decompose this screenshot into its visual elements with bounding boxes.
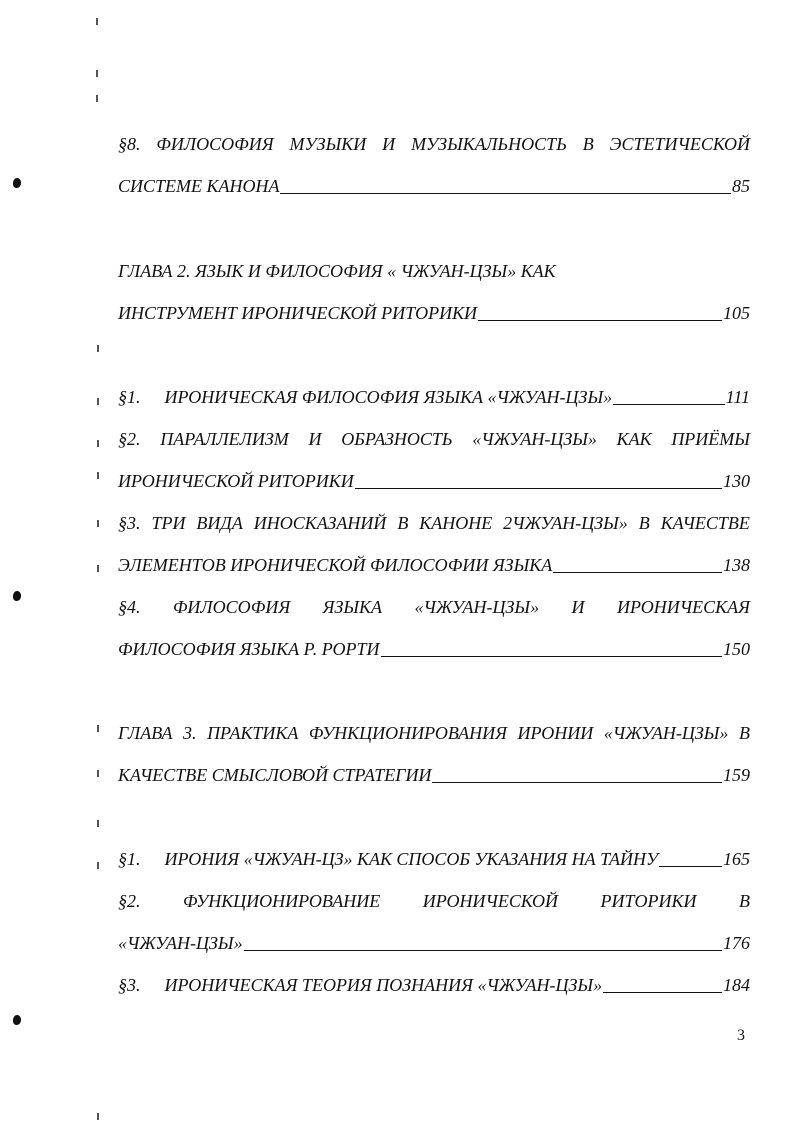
toc-word: ФИЛОСОФИЯ: [156, 134, 274, 154]
toc-entry-ch3-s2-line2: [118, 932, 750, 954]
toc-entry-text: ИРОНИЧЕСКАЯ ФИЛОСОФИЯ ЯЗЫКА «ЧЖУАН-ЦЗЫ»: [164, 387, 613, 407]
toc-page-number: 111: [725, 387, 750, 407]
scan-mark: [97, 725, 99, 732]
toc-word: ФУНКЦИОНИРОВАНИЕ: [183, 891, 381, 911]
toc-word: И: [571, 597, 585, 617]
toc-word: §4.: [118, 597, 141, 617]
toc-chapter3-line2: [118, 764, 750, 786]
leader-line: [355, 488, 722, 489]
toc-page-number: 130: [723, 471, 750, 491]
scan-mark: [97, 770, 99, 777]
toc-word: ИРОНИИ: [517, 723, 594, 743]
toc-page-number: 159: [723, 765, 750, 785]
toc-word: §2.: [118, 429, 141, 449]
punch-hole-mark: [13, 591, 21, 601]
scan-mark: [97, 862, 99, 869]
toc-word: ПРАКТИКА: [207, 723, 299, 743]
toc-word: В: [582, 134, 594, 154]
toc-entry-text: ИРОНИЯ «ЧЖУАН-ЦЗ» КАК СПОСОБ УКАЗАНИЯ НА ТАЙНУ: [164, 849, 659, 869]
scan-mark: [97, 345, 99, 352]
leader-line: [280, 193, 731, 194]
toc-word: 2ЧЖУАН-ЦЗЫ»: [503, 513, 628, 533]
toc-page-number: 105: [723, 303, 750, 323]
toc-word: В: [397, 513, 409, 533]
toc-word: И: [308, 429, 322, 449]
leader-line: [478, 320, 722, 321]
toc-entry-ch2-s4-line2: [118, 638, 750, 660]
toc-entry-ch2-s3-line1: [118, 512, 750, 534]
toc-entry-s8-line1: [118, 133, 750, 155]
toc-entry-ch3-s1: [118, 848, 750, 870]
toc-entry-text: ИРОНИЧЕСКАЯ ТЕОРИЯ ПОЗНАНИЯ «ЧЖУАН-ЦЗЫ»: [164, 975, 603, 995]
leader-line: [432, 782, 722, 783]
leader-line: [244, 950, 722, 951]
toc-word: ЯЗЫКА: [322, 597, 382, 617]
toc-word: ФИЛОСОФИЯ: [172, 597, 291, 617]
leader-line: [659, 866, 722, 867]
toc-word: ПРИЁМЫ: [671, 429, 750, 449]
toc-entry-text: ЭЛЕМЕНТОВ ИРОНИЧЕСКОЙ ФИЛОСОФИИ ЯЗЫКА: [118, 555, 553, 575]
scan-mark: [96, 95, 98, 102]
toc-page-number: 85: [732, 176, 750, 196]
toc-entry-ch3-s3: [118, 974, 750, 996]
toc-word: «ЧЖУАН-ЦЗЫ»: [472, 429, 597, 449]
toc-chapter3-line1: [118, 722, 750, 744]
toc-word: В: [638, 513, 650, 533]
scan-mark: [97, 398, 99, 405]
toc-word: ЭСТЕТИЧЕСКОЙ: [609, 134, 750, 154]
leader-line: [381, 656, 722, 657]
scan-mark: [97, 565, 99, 572]
page-number: 3: [737, 1027, 745, 1044]
toc-entry-text: КАЧЕСТВЕ СМЫСЛОВОЙ СТРАТЕГИИ: [118, 765, 432, 785]
toc-word: §2.: [118, 891, 141, 911]
toc-word: §8.: [118, 134, 141, 154]
toc-entry-s8-line2: [118, 175, 750, 197]
section-number: §1.: [118, 387, 141, 407]
toc-entry-text: ФИЛОСОФИЯ ЯЗЫКА Р. РОРТИ: [118, 639, 380, 659]
toc-word: 3.: [183, 723, 197, 743]
section-number: §3.: [118, 975, 141, 995]
punch-hole-mark: [13, 178, 21, 188]
toc-word: «ЧЖУАН-ЦЗЫ»: [603, 723, 729, 743]
toc-word: РИТОРИКИ: [600, 891, 697, 911]
toc-word: КАЧЕСТВЕ: [660, 513, 750, 533]
leader-line: [603, 992, 722, 993]
toc-chapter2-line1: [118, 260, 750, 282]
leader-line: [613, 404, 725, 405]
toc-page-number: 138: [723, 555, 750, 575]
toc-entry-ch2-s3-line2: [118, 554, 750, 576]
toc-entry-ch2-s2-line1: [118, 428, 750, 450]
leader-line: [553, 572, 722, 573]
toc-word: ПАРАЛЛЕЛИЗМ: [160, 429, 289, 449]
scan-mark: [97, 472, 99, 479]
toc-entry-ch2-s1: [118, 386, 750, 408]
toc-page-number: 176: [723, 933, 750, 953]
scan-mark: [97, 440, 99, 447]
toc-word: ГЛАВА: [118, 723, 173, 743]
scan-mark: [97, 520, 99, 527]
toc-page-number: 165: [723, 849, 750, 869]
toc-chapter2-line2: [118, 302, 750, 324]
toc-word: КАНОНЕ: [419, 513, 493, 533]
scan-mark: [96, 70, 98, 77]
scan-mark: [97, 1113, 99, 1120]
toc-word: И: [382, 134, 396, 154]
toc-entry-ch3-s2-line1: [118, 890, 750, 912]
toc-entry-text: ИРОНИЧЕСКОЙ РИТОРИКИ: [118, 471, 354, 491]
toc-word: ФУНКЦИОНИРОВАНИЯ: [308, 723, 507, 743]
toc-word: КАК: [616, 429, 652, 449]
chapter-title: ГЛАВА 2. ЯЗЫК И ФИЛОСОФИЯ « ЧЖУАН-ЦЗЫ» КАК: [118, 261, 556, 281]
toc-word: ИРОНИЧЕСКОЙ: [422, 891, 558, 911]
scan-mark: [96, 18, 98, 25]
toc-entry-ch2-s2-line2: [118, 470, 750, 492]
toc-page-number: 150: [723, 639, 750, 659]
toc-word: МУЗЫКАЛЬНОСТЬ: [411, 134, 567, 154]
toc-word: ВИДА: [196, 513, 243, 533]
toc-word: §3.: [118, 513, 141, 533]
scan-mark: [97, 820, 99, 827]
toc-entry-text: СИСТЕМЕ КАНОНА: [118, 176, 280, 196]
toc-word: ОБРАЗНОСТЬ: [341, 429, 453, 449]
section-number: §1.: [118, 849, 141, 869]
punch-hole-mark: [13, 1015, 21, 1025]
toc-word: ИРОНИЧЕСКАЯ: [617, 597, 750, 617]
toc-word: ИНОСКАЗАНИЙ: [253, 513, 387, 533]
toc-word: МУЗЫКИ: [289, 134, 367, 154]
toc-word: «ЧЖУАН-ЦЗЫ»: [414, 597, 540, 617]
toc-entry-text: ИНСТРУМЕНТ ИРОНИЧЕСКОЙ РИТОРИКИ: [118, 303, 478, 323]
toc-word: В: [738, 891, 750, 911]
toc-word: ТРИ: [151, 513, 186, 533]
toc-entry-ch2-s4-line1: [118, 596, 750, 618]
toc-word: В: [738, 723, 750, 743]
toc-entry-text: «ЧЖУАН-ЦЗЫ»: [118, 933, 243, 953]
toc-page-number: 184: [723, 975, 750, 995]
